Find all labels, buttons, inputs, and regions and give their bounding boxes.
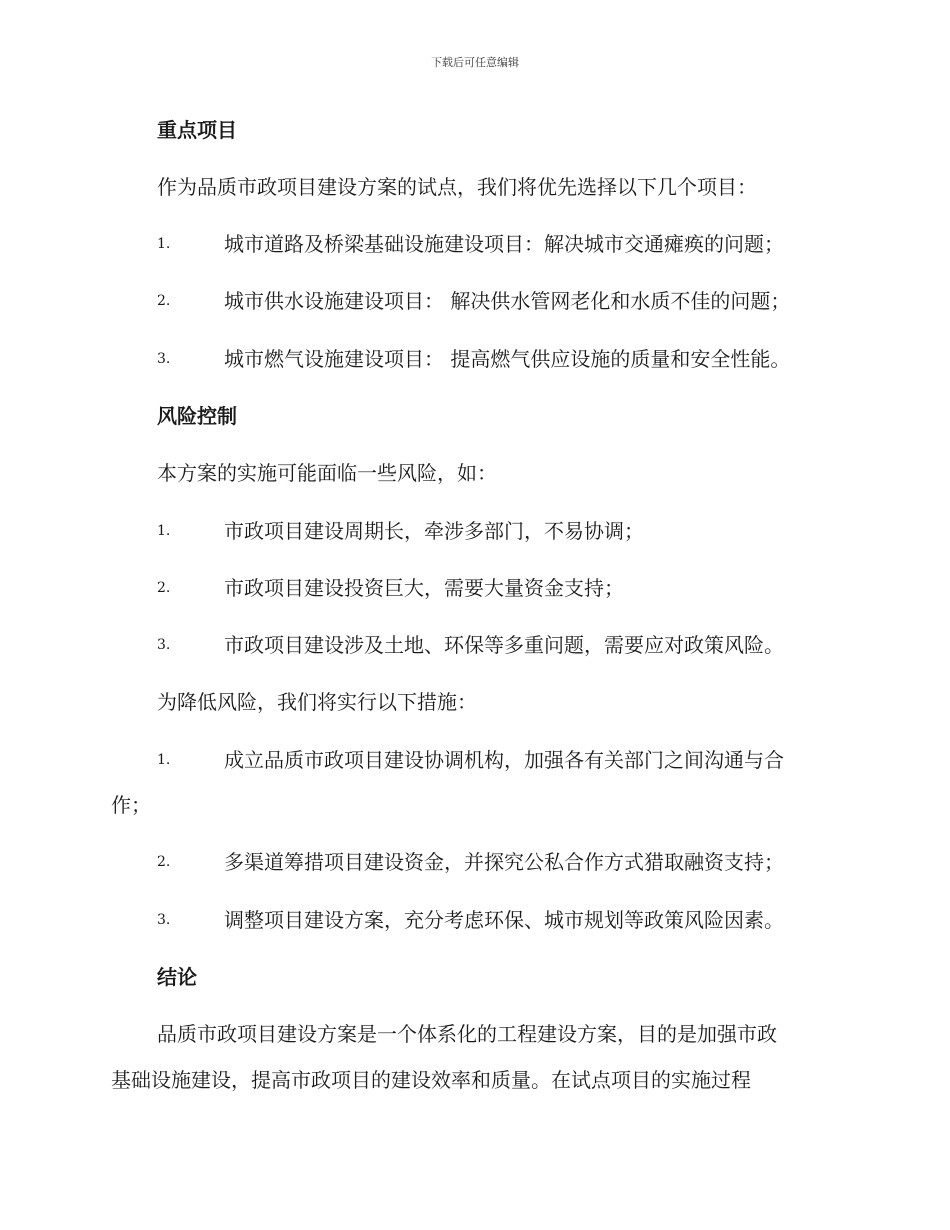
list-item-text: 多渠道筹措项目建设资金，并探究公私合作方式猎取融资支持； — [224, 850, 784, 874]
list-item-text: 城市燃气设施建设项目： 提高燃气供应设施的质量和安全性能。 — [224, 347, 791, 371]
section-heading-conclusion: 结论 — [157, 965, 197, 989]
list-item-number: 2. — [157, 293, 171, 309]
header-note: 下载后可任意编辑 — [431, 56, 519, 69]
list-item-text: 市政项目建设投资巨大，需要大量资金支持； — [224, 576, 624, 600]
list-item-number: 1. — [157, 752, 171, 768]
measures-intro: 为降低风险，我们将实行以下措施： — [157, 690, 477, 714]
list-item-number: 1. — [157, 236, 171, 252]
list-item-text: 市政项目建设涉及土地、环保等多重问题，需要应对政策风险。 — [224, 633, 784, 657]
list-item-continuation: 作； — [111, 793, 151, 817]
risk-intro: 本方案的实施可能面临一些风险，如： — [157, 461, 497, 485]
list-item-text: 调整项目建设方案，充分考虑环保、城市规划等政策风险因素。 — [224, 908, 784, 932]
list-item-number: 1. — [157, 523, 171, 539]
conclusion-paragraph-line: 基础设施建设，提高市政项目的建设效率和质量。在试点项目的实施过程 — [111, 1068, 751, 1092]
section-heading-risk-control: 风险控制 — [157, 404, 237, 428]
key-projects-intro: 作为品质市政项目建设方案的试点，我们将优先选择以下几个项目： — [157, 175, 757, 199]
section-heading-key-projects: 重点项目 — [157, 118, 237, 142]
list-item-number: 3. — [157, 912, 171, 928]
list-item-number: 2. — [157, 580, 171, 596]
conclusion-paragraph-line: 品质市政项目建设方案是一个体系化的工程建设方案，目的是加强市政 — [157, 1022, 777, 1046]
list-item-text: 城市供水设施建设项目： 解决供水管网老化和水质不佳的问题； — [224, 289, 791, 313]
list-item-text: 成立品质市政项目建设协调机构，加强各有关部门之间沟通与合 — [224, 748, 784, 772]
list-item-number: 3. — [157, 351, 171, 367]
list-item-number: 2. — [157, 854, 171, 870]
list-item-text: 市政项目建设周期长，牵涉多部门，不易协调； — [224, 519, 644, 543]
list-item-text: 城市道路及桥梁基础设施建设项目：解决城市交通瘫痪的问题； — [224, 232, 784, 256]
list-item-number: 3. — [157, 637, 171, 653]
